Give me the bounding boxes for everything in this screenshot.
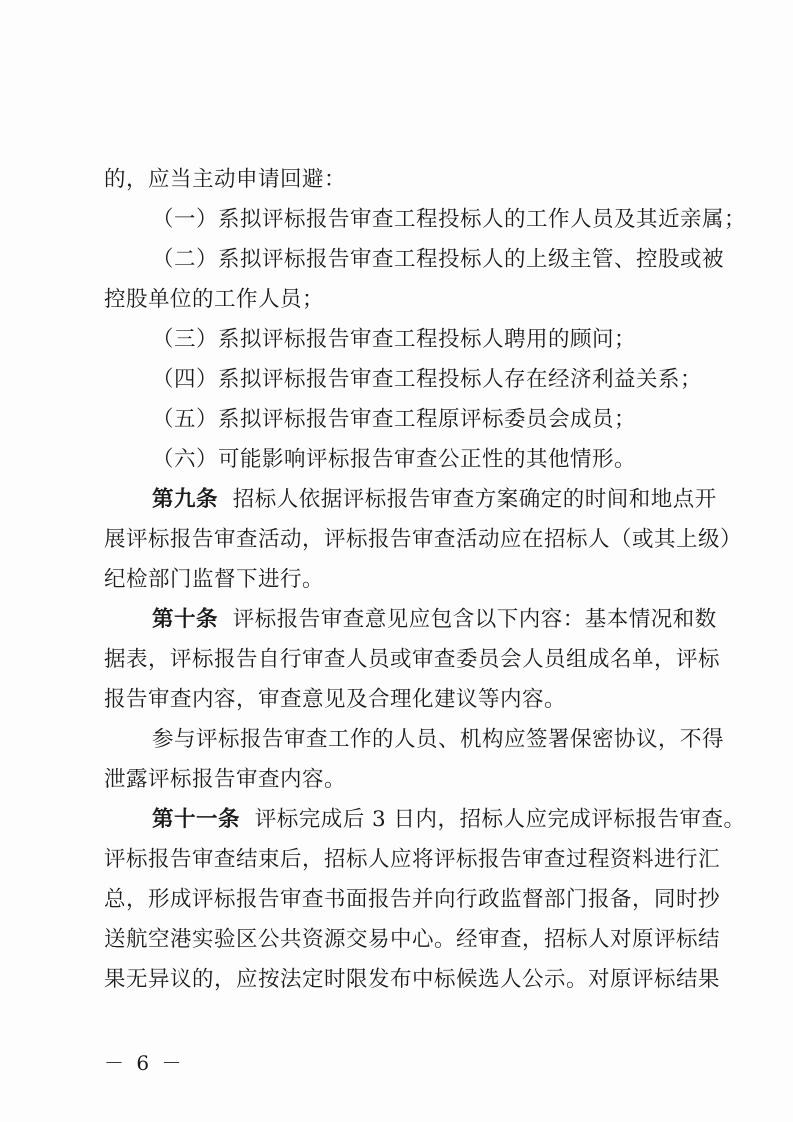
- article-10-line-1: 第十条 评标报告审查意见应包含以下内容：基本情况和数: [152, 607, 717, 632]
- list-item-5: （五）系拟评标报告审查工程原评标委员会成员；: [152, 407, 637, 432]
- list-item-3: （三）系拟评标报告审查工程投标人聘用的顾问；: [152, 327, 637, 352]
- article-11-line-5: 果无异议的，应按法定时限发布中标候选人公示。对原评标结果: [104, 967, 721, 992]
- article-9-line-2: 展评标报告审查活动，评标报告审查活动应在招标人（或其上级）: [104, 527, 743, 552]
- article-11-line-3: 总，形成评标报告审查书面报告并向行政监督部门报备，同时抄: [104, 887, 721, 912]
- list-item-2: （二）系拟评标报告审查工程投标人的上级主管、控股或被: [152, 247, 725, 272]
- paragraph-confidentiality-line-1: 参与评标报告审查工作的人员、机构应签署保密协议，不得: [152, 727, 725, 752]
- page-number: － 6 －: [104, 1051, 185, 1075]
- article-11-heading: 第十一条: [152, 807, 241, 832]
- article-9-line-3: 纪检部门监督下进行。: [104, 567, 325, 592]
- list-item-4: （四）系拟评标报告审查工程投标人存在经济利益关系；: [152, 367, 703, 392]
- text-line-1: 的，应当主动申请回避：: [104, 167, 347, 192]
- list-item-6: （六）可能影响评标报告审查公正性的其他情形。: [152, 447, 637, 472]
- article-10-line-2: 据表，评标报告自行审查人员或审查委员会人员组成名单，评标: [104, 647, 721, 672]
- article-10-heading: 第十条: [152, 607, 219, 632]
- article-10-line-3: 报告审查内容，审查意见及合理化建议等内容。: [104, 687, 567, 712]
- article-11-line-1: 第十一条 评标完成后 3 日内，招标人应完成评标报告审查。: [152, 807, 746, 832]
- article-9-heading: 第九条: [152, 487, 219, 512]
- article-9-line-1: 第九条 招标人依据评标报告审查方案确定的时间和地点开: [152, 487, 717, 512]
- list-item-1: （一）系拟评标报告审查工程投标人的工作人员及其近亲属；: [152, 207, 747, 232]
- paragraph-confidentiality-line-2: 泄露评标报告审查内容。: [104, 767, 347, 792]
- article-11-line-2: 评标报告审查结束后，招标人应将评标报告审查过程资料进行汇: [104, 847, 721, 872]
- article-11-line-4: 送航空港实验区公共资源交易中心。经审查，招标人对原评标结: [104, 927, 721, 952]
- list-item-2-continued: 控股单位的工作人员；: [104, 287, 325, 312]
